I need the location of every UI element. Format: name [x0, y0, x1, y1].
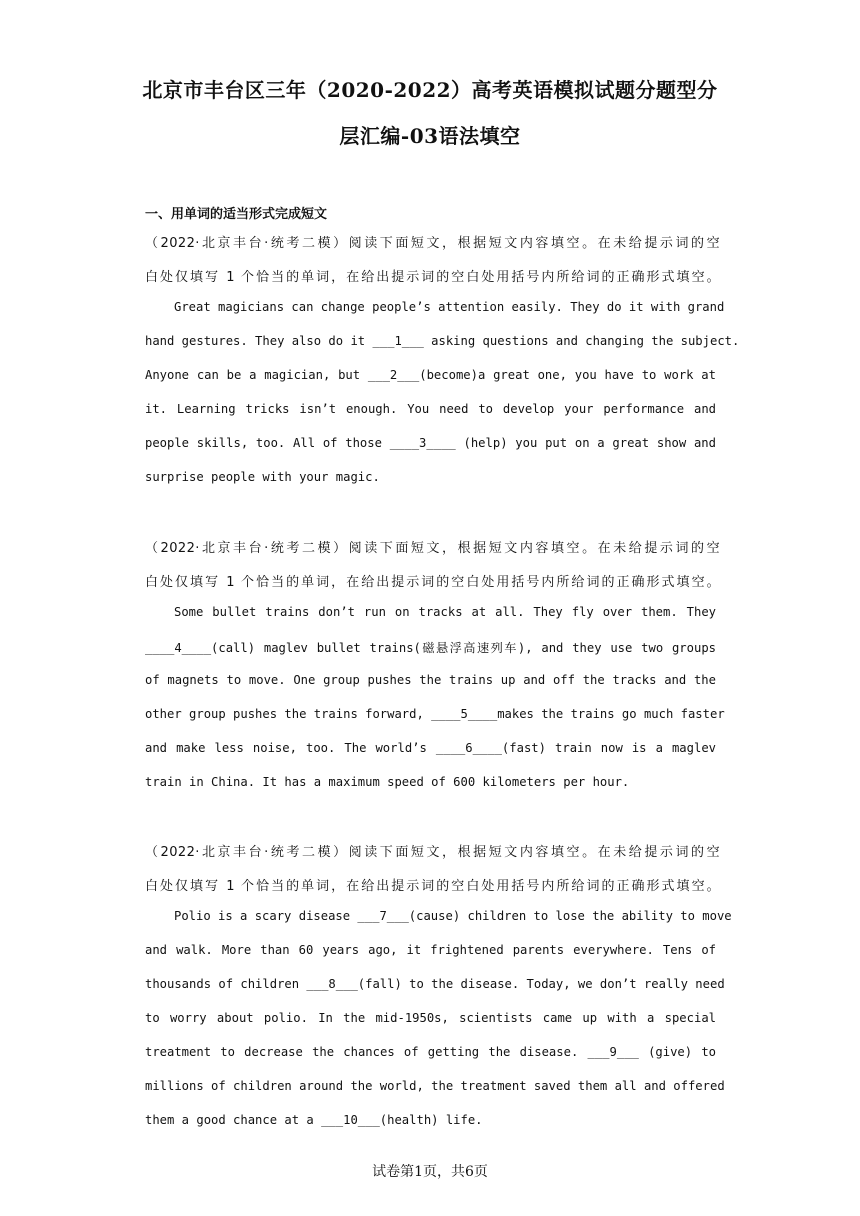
passage-instruction: （2022·北京丰台·统考二模）阅读下面短文，根据短文内容填空。在未给提示词的空 — [145, 541, 720, 556]
passage-line: treatment to decrease the chances of getting the disease. ___9___ (give) to — [145, 1045, 716, 1059]
passage-instruction: 白处仅填写 1 个恰当的单词，在给出提示词的空白处用括号内所给词的正确形式填空。 — [145, 879, 720, 894]
passage-line: ____4____(call) maglev bullet trains(磁悬浮高速列车), and they use two groups — [145, 641, 716, 655]
passage-line: Anyone can be a magician, but ___2___(become)a great one, you have to work at — [145, 368, 716, 382]
passage-line: surprise people with your magic. — [145, 470, 380, 484]
passage-line: Some bullet trains don’t run on tracks at all. They fly over them. They — [174, 605, 716, 619]
page-title-line-2: 层汇编-03语法填空 — [339, 124, 521, 148]
passage-line: to worry about polio. In the mid-1950s, scientists came up with a special — [145, 1011, 716, 1025]
page-footer: 试卷第1页，共6页 — [372, 1164, 488, 1180]
passage-line: Polio is a scary disease ___7___(cause) children to lose the ability to move — [174, 909, 732, 923]
passage-line: and make less noise, too. The world’s ____6____(fast) train now is a maglev — [145, 741, 716, 755]
passage-line: people skills, too. All of those ____3____ (help) you put on a great show and — [145, 436, 716, 450]
passage-instruction: 白处仅填写 1 个恰当的单词，在给出提示词的空白处用括号内所给词的正确形式填空。 — [145, 270, 720, 285]
passage-line: other group pushes the trains forward, ____5____makes the trains go much faster — [145, 707, 725, 721]
passage-instruction: （2022·北京丰台·统考二模）阅读下面短文，根据短文内容填空。在未给提示词的空 — [145, 236, 720, 251]
passage-line: Great magicians can change people’s attention easily. They do it with grand — [174, 300, 725, 314]
passage-line: thousands of children ___8___(fall) to the disease. Today, we don’t really need — [145, 977, 725, 991]
passage-instruction: 白处仅填写 1 个恰当的单词，在给出提示词的空白处用括号内所给词的正确形式填空。 — [145, 575, 720, 590]
section-heading: 一、用单词的适当形式完成短文 — [145, 207, 328, 222]
passage-line: of magnets to move. One group pushes the trains up and off the tracks and the — [145, 673, 716, 687]
passage-line: and walk. More than 60 years ago, it frightened parents everywhere. Tens of — [145, 943, 716, 957]
passage-line: them a good chance at a ___10___(health) life. — [145, 1113, 483, 1127]
passage-instruction: （2022·北京丰台·统考二模）阅读下面短文，根据短文内容填空。在未给提示词的空 — [145, 845, 720, 860]
passage-line: millions of children around the world, the treatment saved them all and offered — [145, 1079, 725, 1093]
page-title-line-1: 北京市丰台区三年（2020-2022）高考英语模拟试题分题型分 — [142, 78, 718, 102]
passage-line: it. Learning tricks isn’t enough. You need to develop your performance and — [145, 402, 716, 416]
passage-line: hand gestures. They also do it ___1___ asking questions and changing the subject. — [145, 334, 740, 348]
passage-line: train in China. It has a maximum speed of 600 kilometers per hour. — [145, 775, 630, 789]
